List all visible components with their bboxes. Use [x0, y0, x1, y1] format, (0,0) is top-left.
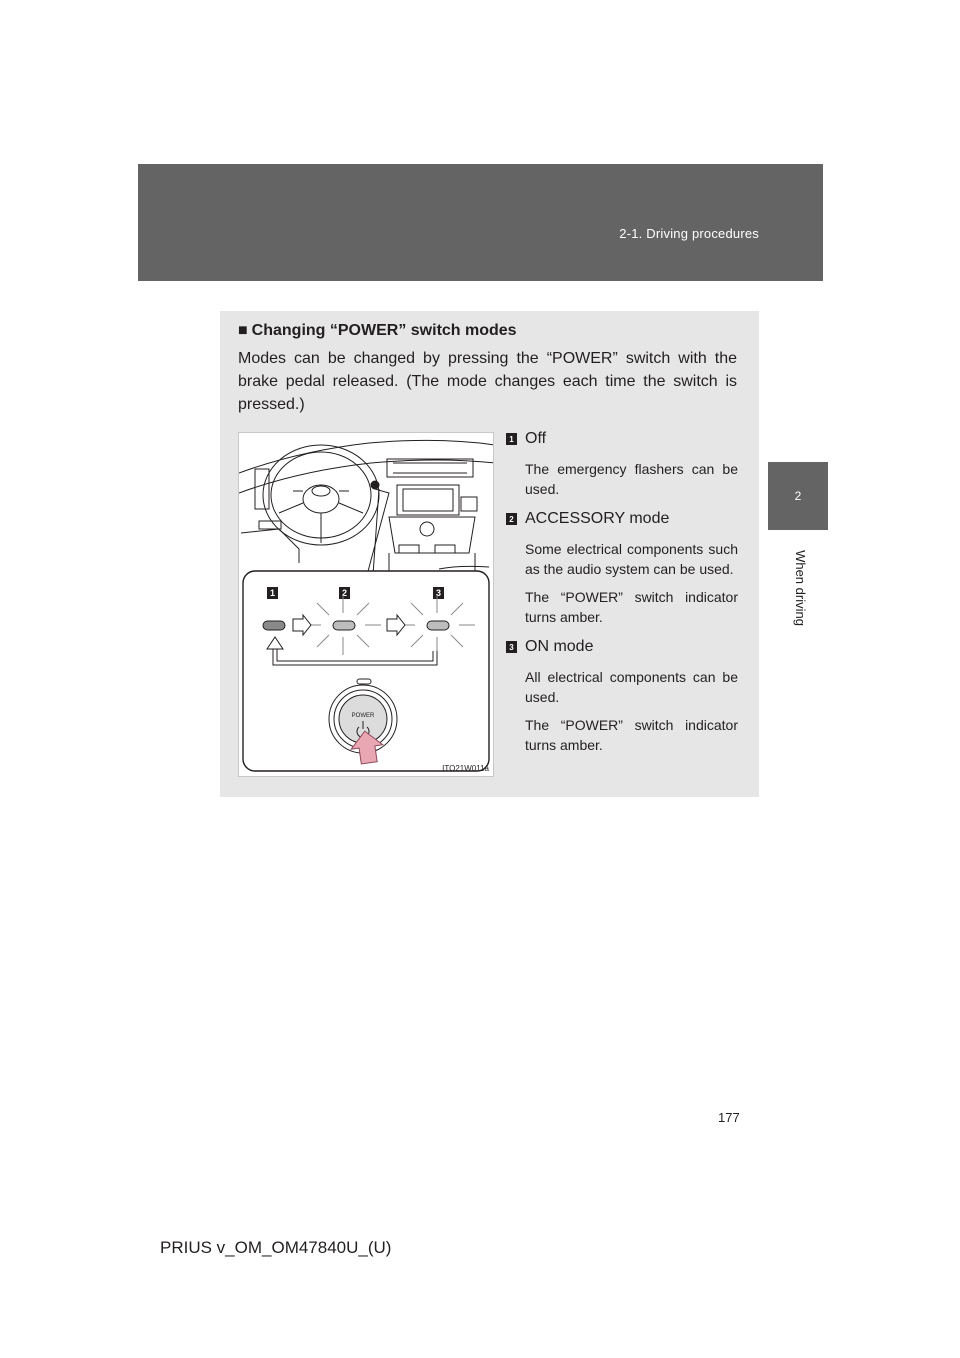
section-title: 2-1. Driving procedures: [619, 226, 759, 241]
mode-description: The emergency flashers can be used.: [525, 461, 738, 497]
header-band: [138, 164, 823, 281]
panel-intro: Modes can be changed by pressing the “POWER” switch with the brake pedal released. (The mode changes each time the switch is pressed.): [238, 350, 737, 413]
mode-description: The “POWER” switch indicator turns amber.: [525, 717, 738, 753]
panel-heading: [238, 322, 517, 340]
mode-item-on: [506, 635, 738, 755]
mode-item-accessory: [506, 507, 738, 627]
mode-number: 3: [506, 641, 517, 653]
mode-item-off: [506, 427, 738, 499]
chapter-label: When driving: [793, 550, 808, 626]
chapter-number: 2: [794, 489, 802, 503]
callout-3: 3: [435, 588, 442, 598]
chapter-tab: [768, 462, 828, 530]
footer-model-code: PRIUS v_OM_OM47840U_(U): [160, 1238, 392, 1257]
mode-title: Off: [525, 430, 547, 447]
power-switch-illustration: [238, 432, 494, 777]
heading-marker: ■: [238, 322, 248, 339]
callout-2: 2: [341, 588, 348, 598]
heading-text: Changing “POWER” switch modes: [251, 322, 517, 339]
figure-code: ITO21W011a: [442, 764, 489, 773]
mode-title: ACCESSORY mode: [525, 510, 670, 527]
mode-number: 2: [506, 513, 517, 525]
info-panel: [220, 311, 759, 797]
dashboard-diagram: [239, 433, 494, 777]
mode-description: All electrical components can be used.: [525, 669, 738, 705]
mode-list: [506, 427, 738, 763]
mode-description: Some electrical components such as the audio system can be used.: [525, 541, 738, 577]
page-number: 177: [718, 1110, 740, 1125]
mode-description: The “POWER” switch indicator turns amber.: [525, 589, 738, 625]
mode-title: ON mode: [525, 638, 594, 655]
power-button-label: POWER: [351, 713, 375, 719]
callout-1: 1: [269, 588, 276, 598]
mode-number: 1: [506, 433, 517, 445]
